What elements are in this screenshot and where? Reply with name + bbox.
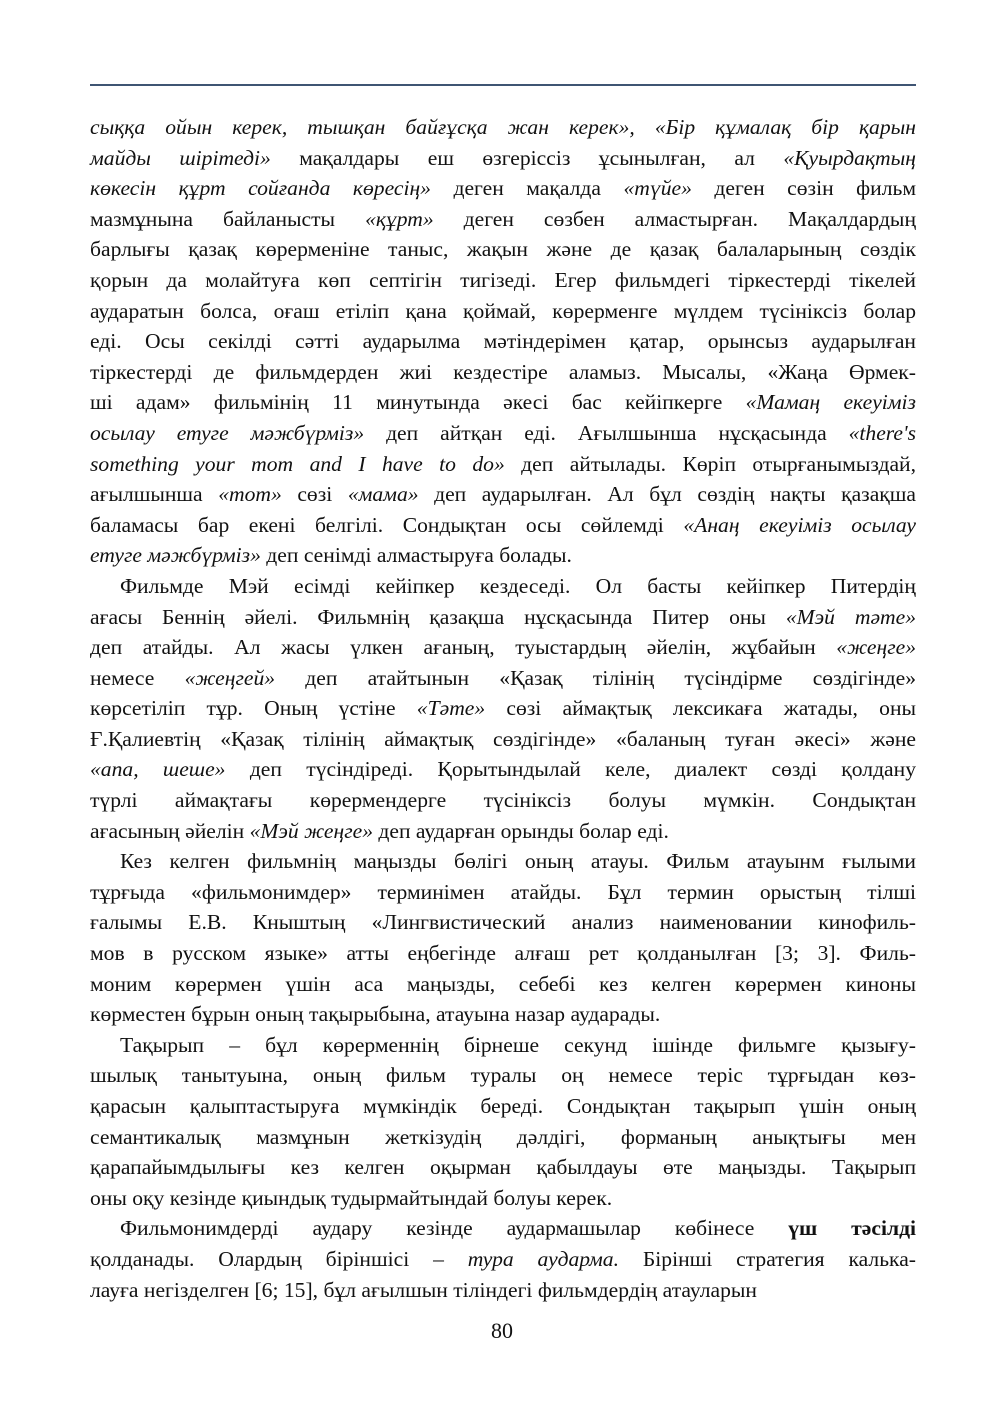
text-line <box>90 540 916 571</box>
text-span: қарапайымдылығы кез келген оқырман қабылдауы өте маңызды. Тақырып <box>90 1155 916 1180</box>
text-span: деп айтылады. Көріп отырғанымыздай, <box>504 451 917 476</box>
bold-span: үш тәсілді <box>788 1216 916 1241</box>
text-line <box>90 387 916 418</box>
text-span: ағылшынша <box>90 482 219 507</box>
text-line <box>90 143 916 174</box>
text-span: Ғ.Қалиевтің «Қазақ тілінің аймақтық сөздігінде» «баланың туған әкесі» және <box>90 726 916 751</box>
text-span: шылық танытуына, оның фильм туралы оң немесе теріс тұрғыдан көз- <box>90 1063 916 1088</box>
italic-span: «Тәте» <box>416 696 486 721</box>
italic-span: майды шірітеді» <box>90 145 271 170</box>
text-span: мазмұнына байланысты <box>90 206 366 231</box>
italic-span: тура аударма. <box>467 1246 620 1271</box>
text-span: мов в русском языке» атты еңбегінде алғаш рет қолданылған [3; 3]. Филь- <box>90 941 916 966</box>
text-line <box>90 938 916 969</box>
text-line <box>90 1213 916 1244</box>
text-line <box>90 449 916 480</box>
text-line <box>90 724 916 755</box>
italic-span: «түйе» <box>623 176 692 201</box>
text-line <box>90 479 916 510</box>
italic-span: осылау етуге мәжбүрміз» <box>90 420 365 445</box>
page-number: 80 <box>491 1318 513 1343</box>
text-span: ағасының әйелін <box>90 818 250 843</box>
italic-span: «Қуырдақтың <box>783 145 916 170</box>
text-line <box>90 1183 916 1214</box>
text-line <box>90 877 916 908</box>
text-span: деген сөзін фильм <box>691 176 916 201</box>
text-line <box>90 112 916 143</box>
text-span: деп атайды. Ал жасы үлкен ағаның, туыстардың әйелін, жұбайын <box>90 635 837 660</box>
text-line <box>90 326 916 357</box>
text-span: Кез келген фильмнің маңызды бөлігі оның атауы. Фильм атауынм ғылыми <box>120 849 916 874</box>
text-span: семантикалық мазмұнын жеткізудің дәлдігі, форманың анықтығы мен <box>90 1124 916 1149</box>
italic-span: көкесін құрт сойғанда көресің» <box>90 176 431 201</box>
text-span: сөзі аймақтық лексикаға жатады, оны <box>485 696 917 721</box>
text-span: қарасын қалыптастыруға мүмкіндік береді. Сондықтан тақырып үшін оның <box>90 1094 916 1118</box>
text-span: оны оқу кезінде қиындық тудырмайтындай болуы керек. <box>90 1185 613 1210</box>
text-span: еді. Осы секілді сәтті аударылма мәтіндерімен қатар, орынсыз аударылған <box>90 329 916 354</box>
italic-span: етуге мәжбүрміз» <box>90 543 261 568</box>
text-span: деп аударылған. Ал бұл сөздің нақты қазақша <box>418 482 916 507</box>
text-span: түрлі аймақтағы көрермендерге түсініксіз болуы мүмкін. Сондықтан <box>90 788 916 813</box>
body-text <box>90 112 916 1305</box>
text-line <box>90 510 916 541</box>
text-span: тұрғыда «фильмонимдер» терминімен атайды. Бұл термин орыстың тілші <box>90 879 916 904</box>
text-span: көрсетіліп тұр. Оның үстіне <box>90 696 417 721</box>
italic-span: «жеңге» <box>836 635 916 660</box>
text-span: барлығы қазақ көрерменіне таныс, жақын және де қазақ балаларының сөздік <box>90 237 916 262</box>
header-rule <box>90 84 916 86</box>
text-line <box>90 296 916 327</box>
text-span: деп аударған орынды болар еді. <box>373 818 669 843</box>
text-line <box>90 1030 916 1061</box>
text-span: аударатын болса, оғаш етіліп қана қоймай, көрерменге мүлдем түсініксіз болар <box>90 298 916 323</box>
text-span: деген мақалда <box>430 176 624 201</box>
italic-span: «Анаң екеуіміз осылау <box>683 512 916 537</box>
text-line <box>90 969 916 1000</box>
text-line <box>90 1244 916 1275</box>
text-line <box>90 846 916 877</box>
text-span: ғалымы Е.В. Кныштың «Лингвистический анализ наименовании кинофиль- <box>90 910 916 935</box>
text-line <box>90 1060 916 1091</box>
italic-span: something your mom and I have to do» <box>90 451 505 476</box>
italic-span: «Мамаң екеуіміз <box>745 390 916 415</box>
text-span: Тақырып – бұл көрерменнің бірнеше секунд ішінде фильмге қызығу- <box>120 1032 916 1057</box>
text-line <box>90 602 916 633</box>
italic-span: «mom» <box>218 482 282 507</box>
italic-span: сыққа ойын керек, тышқан байғұсқа жан керек», «Бір құмалақ бір қарын <box>90 115 916 139</box>
text-span: моним көрермен үшін аса маңызды, себебі кез келген көрермен киноны <box>90 971 916 996</box>
text-line <box>90 571 916 602</box>
text-line <box>90 1152 916 1183</box>
text-span: көрместен бұрын оның тақырыбына, атауына назар аударады. <box>90 1002 661 1027</box>
text-span: Фильмде Мэй есімді кейіпкер кездеседі. Ол басты кейіпкер Питердің <box>120 573 916 598</box>
text-span: Фильмонимдерді аудару кезінде аудармашылар көбінесе <box>120 1216 789 1241</box>
text-line <box>90 265 916 296</box>
italic-span: «Мэй тәте» <box>785 604 917 629</box>
text-span: лауға негізделген [6; 15], бұл ағылшын тіліндегі фильмдердің атауларын <box>90 1277 757 1302</box>
italic-span: «жеңгей» <box>184 665 276 690</box>
text-line <box>90 999 916 1030</box>
text-line <box>90 754 916 785</box>
text-span: қолданады. Олардың біріншісі – <box>90 1246 468 1271</box>
italic-span: «құрт» <box>365 206 434 231</box>
text-line <box>90 907 916 938</box>
text-span: ағасы Беннің әйелі. Фильмнің қазақша нұсқасында Питер оны <box>90 604 786 629</box>
text-line <box>90 1091 916 1122</box>
text-line <box>90 1122 916 1153</box>
text-span: қорын да молайтуға көп септігін тигізеді. Егер фильмдегі тіркестерді тікелей <box>90 267 916 292</box>
italic-span: «апа, шеше» <box>90 757 226 782</box>
text-line <box>90 234 916 265</box>
text-line <box>90 693 916 724</box>
text-span: баламасы бар екені белгілі. Сондықтан осы сөйлемді <box>90 512 684 537</box>
text-line <box>90 204 916 235</box>
text-span: ші адам» фильмінің 11 минутында әкесі бас кейіпкерге <box>90 390 746 415</box>
italic-span: «Мэй жеңге» <box>249 818 373 843</box>
text-span: немесе <box>90 665 185 690</box>
text-span: тіркестерді де фильмдерден жиі кездестіре аламыз. Мысалы, «Жаңа Өрмек- <box>90 359 916 384</box>
text-line <box>90 785 916 816</box>
text-line <box>90 357 916 388</box>
italic-span: «there's <box>848 420 916 445</box>
text-line <box>90 632 916 663</box>
text-span: деп сенімді алмастыруға болады. <box>260 543 572 568</box>
text-span: деген сөзбен алмастырған. Мақалдардың <box>433 206 917 231</box>
text-span: деп айтқан еді. Ағылшынша нұсқасында <box>364 420 849 445</box>
text-line <box>90 173 916 204</box>
text-span: сөзі <box>281 482 348 507</box>
text-span: деп түсіндіреді. Қорытындылай келе, диалект сөзді қолдану <box>225 757 916 782</box>
text-line <box>90 663 916 694</box>
text-span: Бірінші стратегия калька- <box>619 1246 916 1271</box>
text-line <box>90 816 916 847</box>
italic-span: «мама» <box>347 482 419 507</box>
text-line <box>90 1275 916 1306</box>
text-span: деп атайтынын «Қазақ тілінің түсіндірме сөздігінде» <box>275 665 916 690</box>
text-span: мақалдары еш өзгеріссіз ұсынылған, ал <box>270 145 784 170</box>
text-line <box>90 418 916 449</box>
